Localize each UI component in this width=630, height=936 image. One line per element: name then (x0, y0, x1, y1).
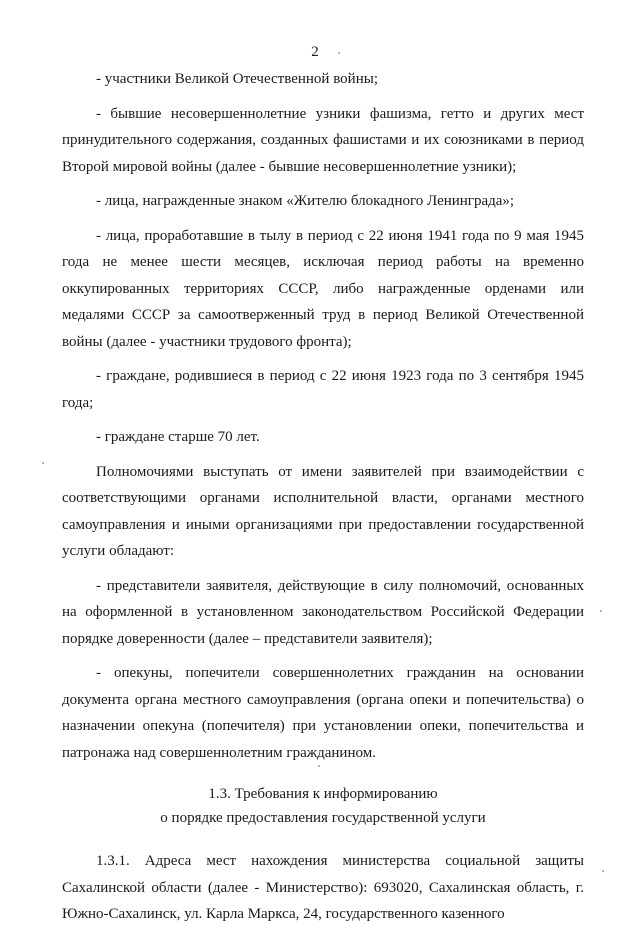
scan-speck (602, 870, 604, 872)
list-item-wwii-participants: - участники Великой Отечественной войны; (96, 71, 378, 87)
section-heading (62, 782, 584, 830)
document-body (62, 66, 584, 936)
list-item-guardians: - опекуны, попечители совершеннолетних гражданин на основании документа органа местного самоуправления (органа опеки и попечительства) о назначении опекуна (попечителя) при установлении опеки, попечительства и патронажа над совершеннолетним гражданином. (62, 665, 584, 761)
section-heading-line-2: о порядке предоставления государственной услуги (160, 810, 486, 826)
list-item-applicant-representatives: - представители заявителя, действующие в силу полномочий, основанных на оформленной в установленном законодательством Российской Федерации порядке доверенности (далее – представители заявителя); (62, 577, 584, 647)
paragraph-ministry-address: 1.3.1. Адреса мест нахождения министерства социальной защиты Сахалинской области (далее - Министерство): 693020, Сахалинская область, г. Южно-Сахалинск, ул. Карла Маркса, 24, государственного казенного (62, 853, 584, 922)
list-item-home-front-workers: - лица, проработавшие в тылу в период с 22 июня 1941 года по 9 мая 1945 года не менее шести месяцев, исключая период работы на временно оккупированных территориях СССР, либо награжденные орденами или медалями СССР за самоотверженный труд в период Великой Отечественной войны (далее - участники трудового фронта); (62, 227, 584, 350)
section-heading-line-1: 1.3. Требования к информированию (208, 786, 438, 802)
scan-speck (338, 52, 340, 54)
page-number: 2 (311, 44, 319, 60)
scan-speck (42, 462, 44, 464)
paragraph-representation-powers: Полномочиями выступать от имени заявителей при взаимодействии с соответствующими органами исполнительной власти, органами местного самоуправления и иными организациями при предоставлении государственной услуги обладают: (62, 463, 584, 559)
scan-speck (600, 610, 602, 612)
list-item-citizens-over-70: - граждане старше 70 лет. (96, 429, 260, 445)
list-item-former-juvenile-prisoners: - бывшие несовершеннолетние узники фашизма, гетто и других мест принудительного содержания, созданных фашистами и их союзниками в период Второй мировой войны (далее - бывшие несовершеннолетние узники); (62, 105, 584, 175)
list-item-leningrad-siege-badge: - лица, награжденные знаком «Жителю блокадного Ленинграда»; (96, 193, 515, 209)
scan-speck (318, 765, 320, 767)
list-item-citizens-born-period: - граждане, родившиеся в период с 22 июня 1923 года по 3 сентября 1945 года; (62, 368, 584, 411)
